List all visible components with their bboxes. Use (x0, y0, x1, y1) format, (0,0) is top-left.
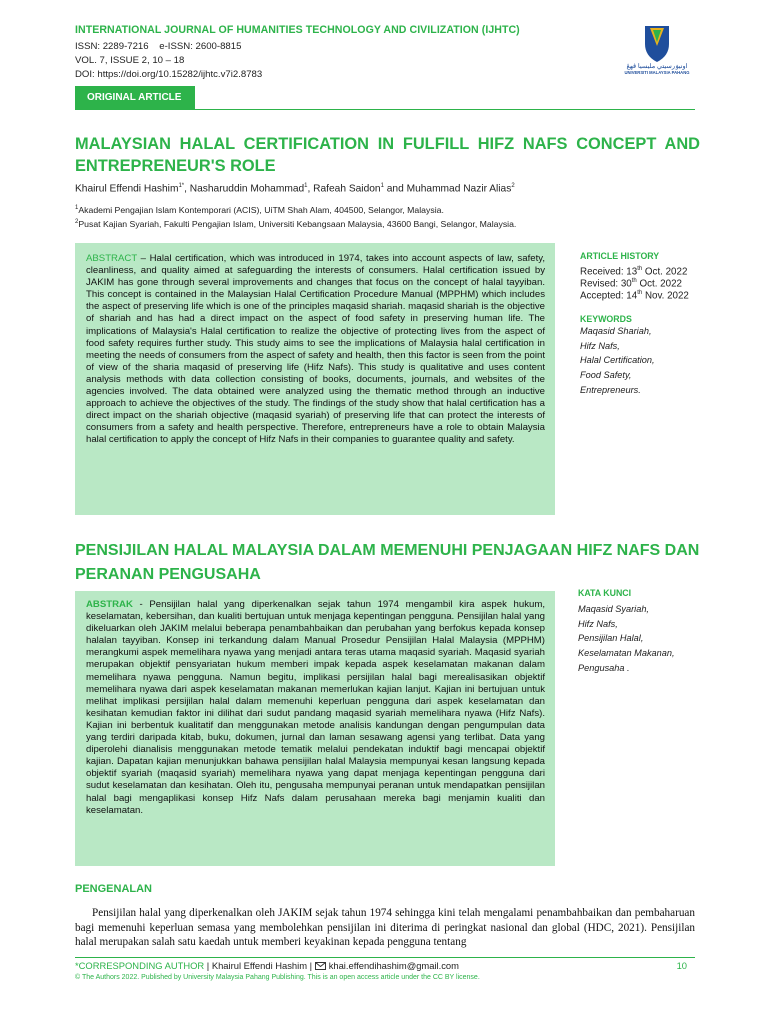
abstract-label: ABSTRACT (86, 253, 137, 264)
keyword-item: Food Safety, (580, 370, 632, 381)
page-number: 10 (676, 960, 687, 971)
accepted-label: Accepted: 14 (580, 290, 638, 302)
date-sup: th (631, 278, 637, 284)
kata-kunci-heading: KATA KUNCI (578, 588, 632, 598)
footer-row (75, 960, 695, 972)
accepted-date (580, 287, 689, 303)
corresponding-email[interactable]: khai.effendihashim@gmail.com (328, 960, 459, 971)
logo-arabic-text: اونيۏرسيتي مليسيا ڤهڠ (626, 63, 688, 70)
footer-divider (75, 957, 695, 958)
abstrak-text: - Pensijilan halal yang diperkenalkan sejak tahun 1974 mengambil kira aspek hukum, keselamatan, kebersihan, dan kualiti bertujuan untuk menjaga kepentingan pengguna. Pensijilan halal yang dikeluarkan oleh JAKIM melalui beberapa penambahbaikan dan perubahan yang berfokus kepada konsep halalan tayyiban. Konsep ini terkandung dalam Manual Prosedur Pensijilan Halal Malaysia (MPPHM) merangkumi aspek memelihara nyawa yang menjadi antara teras utama maqasid syariah. Maqasid syariah merupakan objektif pensyariatan hukum memberi impak kepada aspek keselamatan makanan dalam memelihara nyawa pengguna. Namun begitu, implikasi persijilan halal bagi merealisasikan objektif memelihara nyawa dari aspek keselamatan makanan memerlukan kajian lanjut. Kajian ini bertujuan untuk melihat implikasi persijilan halal dalam memenuhi keperluan pengguna dari aspek keselamatan dan kesihatan kemudian faktor ini dilihat dari sudut pandang maqasid syariah memelihara nyawa (Hifz Nafs). Kajian ini berbentuk kualitatif dan menggunakan metode analisis kandungan dengan pengumpulan data yang terdiri daripada kitab, buku, dokumen, jurnal dan laman sesawang agensi yang terlibat. Data yang diperolehi dianalisis menggunakan metode tematik melalui pendekatan induktif bagi mencapai objektif kajian. Dapatan kajian menunjukkan bahawa pensijilan halal Malaysia mempunyai kesan langsung kepada objektif syariah (maqasid syariah) memelihara nyawa yang dapat menjaga kepentingan pengguna dari sudut keselamatan dan kesihatan. Oleh itu, pengusaha mempunyai peranan untuk mendapatkan pensijilan halal bagi mengaplikasi konsep Hifz Nafs dalam perusahaan mereka bagi menjamin kualiti dan keselamatan. (86, 599, 545, 816)
keyword-item: Hifz Nafs, (580, 340, 620, 351)
date-sup: th (637, 290, 643, 296)
author-name: , Rafeah Saidon (307, 183, 381, 195)
corresponding-author-label: *CORRESPONDING AUTHOR (75, 960, 205, 971)
revised-label: Revised: 30 (580, 278, 632, 290)
abstrak-label: ABSTRAK (86, 599, 133, 610)
kata-kunci-list (578, 602, 675, 676)
title-english: MALAYSIAN HALAL CERTIFICATION IN FULFILL HIFZ NAFS CONCEPT AND ENTREPRENEUR'S ROLE (75, 135, 700, 175)
abstract-text: – Halal certification, which was introduced in 1974, takes into account aspects of law, safety, cleanliness, and quality aimed at safeguarding the interests of consumers. Halal certification issued by JAKIM has gone through several improvements and changes that focus on the concept of halal tayyiban. This concept is contained in the Malaysian Halal Certification Procedure Manual (MPPHM) which includes the aspect of preserving life which is one of the principles maqasid shariah. maqasid shariah is the objective of shariah and has had a direct impact on the aspect of food safety in preserving human life. The implications of Malaysia's Halal certification to realize the objective of protecting lives from the aspect of food safety requires further study. This study aims to see the implications of Malaysia halal certification in meeting the needs of consumers from the aspect of safety and health, then this factor is seen from the point of view of the sharia maqasid of preserving life (Hifz Nafs). This study is qualitative and uses content analysis methods with data collection consisting of books, documents, journals, and websites of the agencies involved. The data obtained were analyzed using the thematic method through an inductive approach to achieve the objectives of the study. The findings of the study show that halal certification has a direct impact on the shariah objective (maqasid syariah) of preserving life that can protect the interests of consumers from a safety and health perspective. Therefore, entrepreneurs have a role to obtain Malaysia halal certification to apply the concept of Hifz Nafs in their companies to guarantee quality and safety. (86, 253, 545, 446)
eissn: e-ISSN: 2600-8815 (159, 41, 242, 52)
received-rest: Oct. 2022 (642, 266, 688, 278)
corresponding-author-name: Khairul Effendi Hashim (211, 960, 308, 971)
introduction-paragraph: Pensijilan halal yang diperkenalkan oleh JAKIM sejak tahun 1974 sehingga kini telah mengalami penambahbaikan dan pembaharuan bagi memenuhi keperluan semasa yang membolehkan pensijilan ini diterima di peringkat nasional dan global (HDC, 2021). Pensijilan halal merupakan salah satu kaedah untuk memberi keyakinan kepada pengguna tentang (75, 907, 695, 949)
affiliation-sup: 2 (75, 219, 79, 226)
affiliation-1 (75, 205, 444, 215)
issn: ISSN: 2289-7216 (75, 41, 149, 52)
author-sup: 1* (178, 183, 185, 189)
author-name: and Muhammad Nazir Alias (383, 183, 512, 195)
abstract-malay (75, 591, 555, 866)
affiliation-text: Akademi Pengajian Islam Kontemporari (ACIS), UiTM Shah Alam, 404500, Selangor, Malaysia. (78, 205, 444, 215)
author-name: Khairul Effendi Hashim (75, 183, 179, 195)
received-label: Received: 13 (580, 266, 638, 278)
footer-separator: | (204, 960, 212, 971)
author-sup: 1 (380, 183, 384, 189)
kata-kunci-item: Pensijilan Halal, (578, 633, 644, 644)
affiliation-text: Pusat Kajian Syariah, Fakulti Pengajian Islam, Universiti Kebangsaan Malaysia, 43600 Bangi, Selangor, Malaysia. (78, 219, 517, 229)
kata-kunci-item: Keselamatan Makanan, (578, 648, 675, 659)
author-sup: 1 (304, 183, 308, 189)
journal-title: INTERNATIONAL JOURNAL OF HUMANITIES TECHNOLOGY AND CIVILIZATION (IJHTC) (75, 24, 520, 36)
revised-rest: Oct. 2022 (636, 278, 682, 290)
doi-link[interactable]: DOI: https://doi.org/10.15282/ijhtc.v7i2.8783 (75, 69, 263, 80)
email-icon (315, 961, 326, 972)
author-name: , Nasharuddin Mohammad (184, 183, 305, 195)
affiliation-2 (75, 219, 516, 229)
keyword-item: Entrepreneurs. (580, 384, 641, 395)
kata-kunci-item: Maqasid Syariah, (578, 604, 649, 614)
kata-kunci-item: Pengusaha . (578, 662, 630, 673)
date-sup: th (637, 266, 643, 272)
keywords-heading: KEYWORDS (580, 314, 632, 324)
keyword-list (580, 324, 655, 398)
logo-text: UNIVERSITI MALAYSIA PAHANG (624, 70, 690, 75)
title-malay: PENSIJILAN HALAL MALAYSIA DALAM MEMENUHI PENJAGAAN HIFZ NAFS DAN PERANAN PENGUSAHA (75, 542, 700, 583)
header-divider (195, 109, 695, 110)
volume-issue: VOL. 7, ISSUE 2, 10 – 18 (75, 55, 185, 66)
license-notice: © The Authors 2022. Published by University Malaysia Pahang Publishing. This is an open access article under the CC BY license. (75, 974, 480, 981)
accepted-rest: Nov. 2022 (642, 290, 689, 302)
footer-separator: | (307, 960, 315, 971)
author-list (75, 183, 515, 194)
abstract-english (75, 243, 555, 515)
kata-kunci-item: Hifz Nafs, (578, 618, 618, 629)
article-history-heading: ARTICLE HISTORY (580, 251, 660, 261)
article-type-badge: ORIGINAL ARTICLE (75, 86, 195, 110)
keyword-item: Maqasid Shariah, (580, 326, 652, 336)
keyword-item: Halal Certification, (580, 355, 655, 366)
author-sup: 2 (511, 183, 515, 189)
university-logo (617, 24, 697, 76)
introduction-heading: PENGENALAN (75, 883, 153, 895)
issn-line (75, 41, 241, 52)
affiliation-sup: 1 (75, 205, 79, 212)
